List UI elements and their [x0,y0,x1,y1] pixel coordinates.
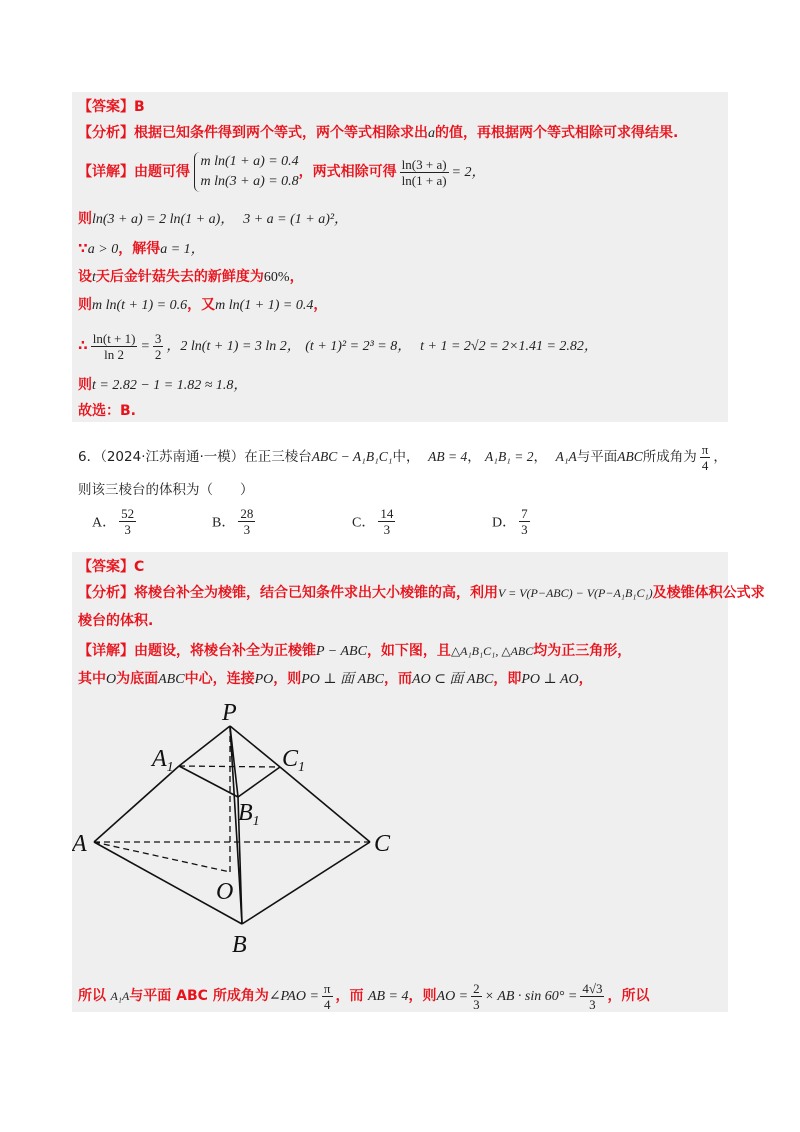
label-B: B [232,932,247,958]
option-d[interactable]: D． $\frac{7}{3}$ [492,506,528,537]
detail-line-7: 则m ln(t + 1) = 0.6，又m ln(1 + 1) = 0.4， [78,297,328,313]
choose-line-q5: 故选：B. [78,403,136,419]
detail-line-6: 设t天后金针菇失去的新鲜度为60%， [78,269,304,285]
question-6-stem: 6．（2024·江苏南通·一模）在正三棱台ABC − A₁B₁C₁中， AB = 4， A₁B₁ = 2， A₁A与平面ABC所成角为 $\frac{\pi}{4}$ ， [78,441,727,473]
analysis-line-q6-2: 棱台的体积. [78,613,154,629]
answer-line-q6: 【答案】C [78,559,145,575]
analysis-line-q5: 【分析】根据已知条件得到两个等式，两个等式相除求出a的值，再根据两个等式相除可求得结果. [78,125,679,141]
hidden-segment-A-O [94,842,230,872]
label-A1: $A_1$ [152,746,174,775]
detail-line-q6-1: 【详解】由题设，将棱台补全为正棱锥P − ABC，如下图，且△A₁B₁C₁, △ABC均为正三角形， [78,643,632,659]
detail-line-q6-last: 所以 A₁A与平面 ABC 所成角为∠PAO = $\frac{\pi}{4}$ ，而 AB = 4，则AO = $\frac{2}{3}$ × AB · sin 60° = $\frac{4√3}{3}$ ，所以 [78,980,650,1012]
equation-system: m ln(1 + a) = 0.4 m ln(3 + a) = 0.8 [194,152,298,192]
ratio-fraction: $\frac{\ln(3 + a)}{\ln(1 + a)}$ [401,156,447,188]
edge-P-A1 [179,726,230,766]
label-C1: $C_1$ [282,746,306,775]
question-6-line2: 则该三棱台的体积为（ ） [78,482,254,498]
answer-line-q5: 【答案】B [78,99,145,115]
detail-line-q6-2: 其中O为底面ABC中心，连接PO，则PO ⊥ 面 ABC，而AO ⊂ 面 ABC，即PO ⊥ AO， [78,671,593,687]
label-P: P [222,700,237,726]
label-B1: $B_1$ [238,800,260,829]
edge-A1-A [94,766,179,842]
analysis-line-q6: 【分析】将棱台补全为棱锥，结合已知条件求出大小棱锥的高，利用V = V(P−ABC) − V(P−A₁B₁C₁)及棱锥体积公式求 [78,585,765,601]
label-A: A [72,831,87,857]
edge-C1-C [280,767,370,842]
option-a[interactable]: A． $\frac{52}{3}$ [92,506,135,537]
edge-C-B [242,842,370,924]
edge-A1-B1 [179,766,238,797]
edge-P-C1 [230,726,280,767]
label-C: C [374,831,391,857]
option-c[interactable]: C． $\frac{14}{3}$ [352,506,394,537]
edge-C1-B1 [238,767,280,797]
detail-line-4: 则ln(3 + a) = 2 ln(1 + a)， 3 + a = (1 + a)²， [78,211,349,227]
detail-line-q5: 【详解】由题可得 m ln(1 + a) = 0.4 m ln(3 + a) = 0.8 ，两式相除可得 $\frac{\ln(3 + a)}{\ln(1 + a)}$ = 2， [78,150,486,194]
detail-line-5: ∵a > 0，解得a = 1， [78,241,205,257]
option-b[interactable]: B． $\frac{28}{3}$ [212,506,254,537]
detail-line-8: ∴ $\frac{\ln(t + 1)}{\ln 2}$ = $\frac{3}{2}$ ，2 ln(t + 1) = 3 ln 2， (t + 1)² = 2³ = 8， t + 1 = 2√2 = 2×1.41 = 2.82， [78,330,598,362]
pyramid-figure [72,694,412,964]
label-O: O [216,879,234,905]
detail-line-9: 则t = 2.82 − 1 = 1.82 ≈ 1.8， [78,377,248,393]
